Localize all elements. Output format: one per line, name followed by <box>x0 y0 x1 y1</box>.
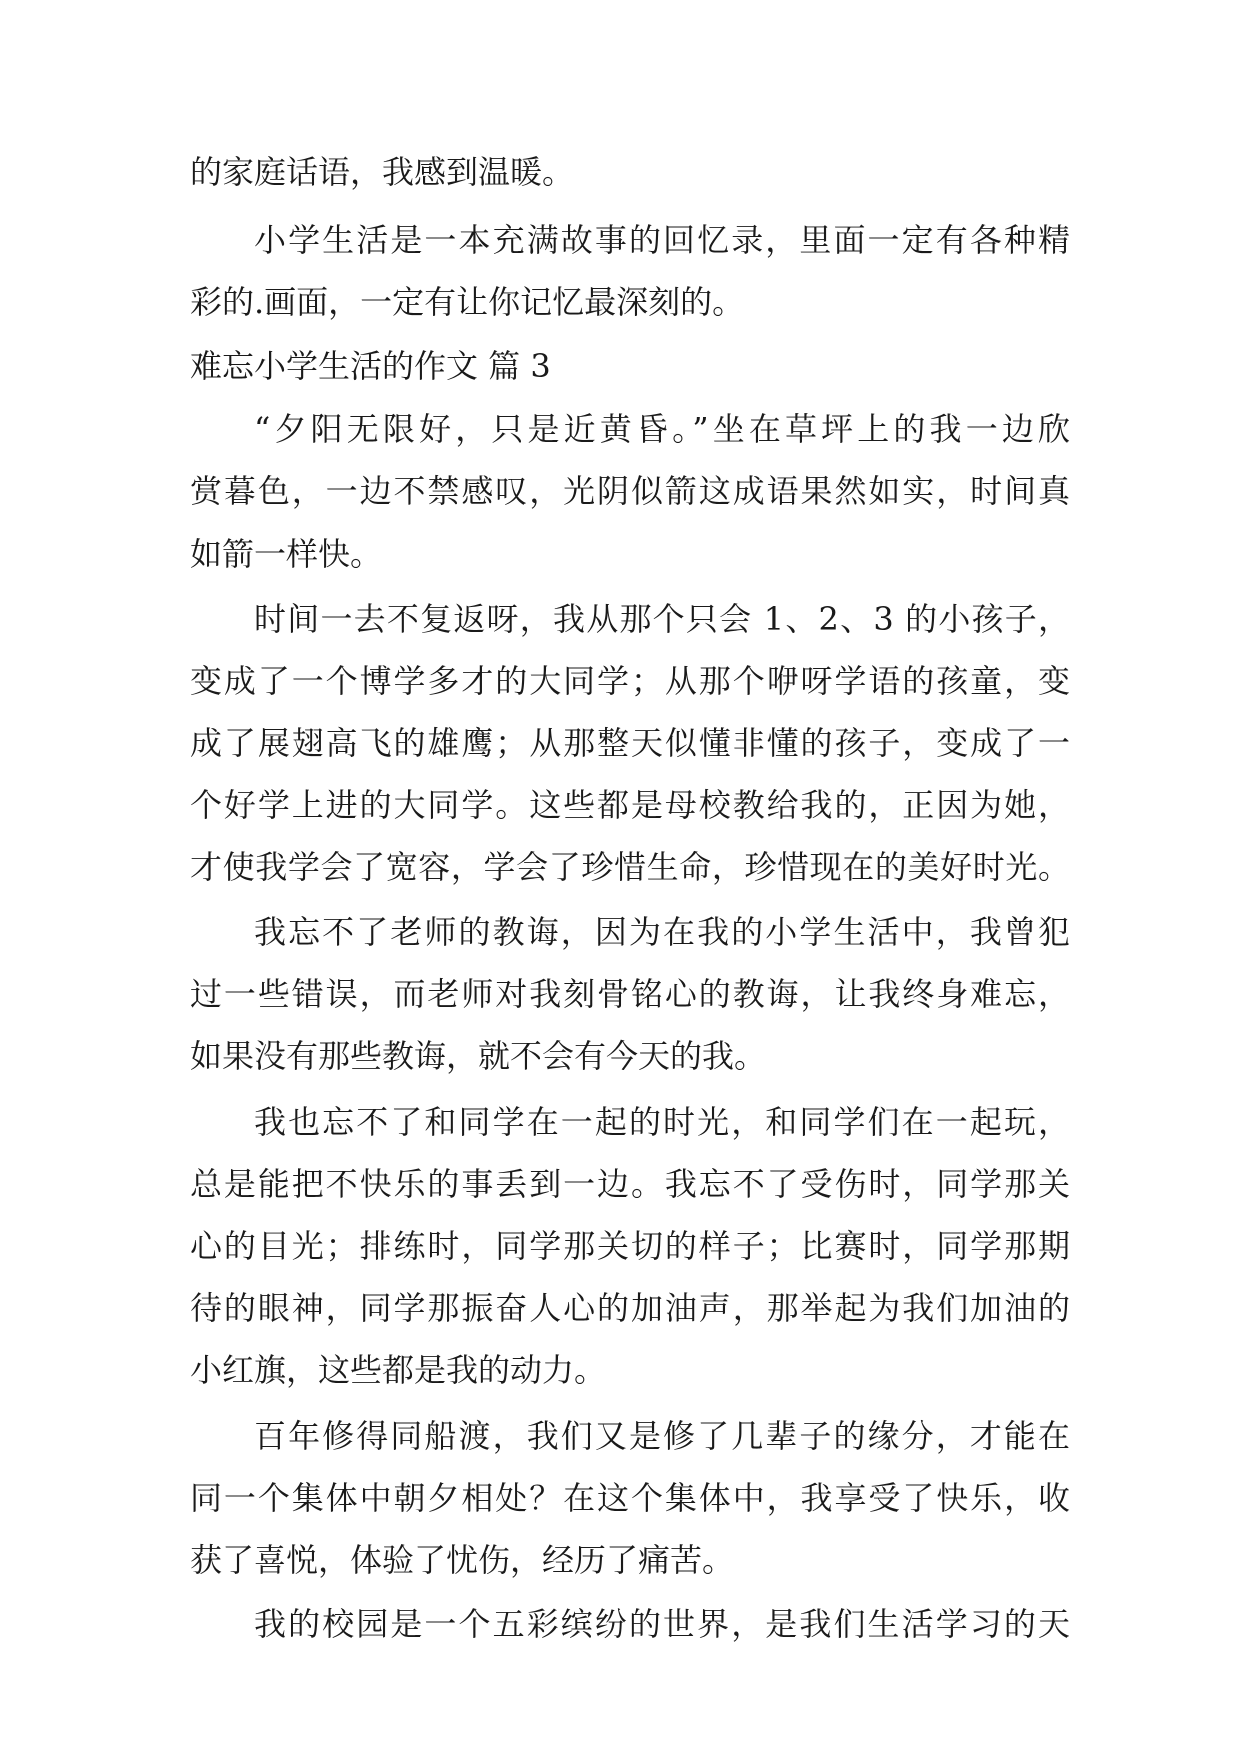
paragraph-line: 我忘不了老师的教诲，因为在我的小学生活中，我曾犯 <box>254 913 1070 951</box>
paragraph-line: 成了展翅高飞的雄鹰；从那整天似懂非懂的孩子，变成了一 <box>190 724 1070 762</box>
paragraph-line: 如箭一样快。 <box>190 535 383 573</box>
paragraph-line: 时间一去不复返呀，我从那个只会 1、2、3 的小孩子， <box>254 600 1070 638</box>
section-heading: 难忘小学生活的作文 篇 3 <box>190 347 551 385</box>
paragraph-line: 心的目光；排练时，同学那关切的样子；比赛时，同学那期 <box>190 1227 1070 1265</box>
paragraph-line: 总是能把不快乐的事丢到一边。我忘不了受伤时，同学那关 <box>190 1165 1070 1203</box>
paragraph-line: 我也忘不了和同学在一起的时光，和同学们在一起玩， <box>254 1103 1070 1141</box>
paragraph-line: 我的校园是一个五彩缤纷的世界，是我们生活学习的天 <box>254 1605 1070 1643</box>
paragraph-line: 赏暮色，一边不禁感叹，光阴似箭这成语果然如实，时间真 <box>190 472 1070 510</box>
paragraph-line: 待的眼神，同学那振奋人心的加油声，那举起为我们加油的 <box>190 1289 1070 1327</box>
paragraph-line: 彩的.画面，一定有让你记忆最深刻的。 <box>190 283 745 321</box>
paragraph-line: 过一些错误，而老师对我刻骨铭心的教诲，让我终身难忘， <box>190 975 1070 1013</box>
paragraph-line: 同一个集体中朝夕相处？在这个集体中，我享受了快乐，收 <box>190 1479 1070 1517</box>
paragraph-line: 小学生活是一本充满故事的回忆录，里面一定有各种精 <box>254 221 1070 259</box>
paragraph-line: 才使我学会了宽容，学会了珍惜生命，珍惜现在的美好时光。 <box>190 848 1070 886</box>
paragraph-line: “夕阳无限好，只是近黄昏。”坐在草坪上的我一边欣 <box>254 410 1070 448</box>
paragraph-line: 百年修得同船渡，我们又是修了几辈子的缘分，才能在 <box>254 1417 1070 1455</box>
paragraph-line: 变成了一个博学多才的大同学；从那个咿呀学语的孩童，变 <box>190 662 1070 700</box>
paragraph-line: 的家庭话语，我感到温暖。 <box>190 153 575 191</box>
paragraph-line: 获了喜悦，体验了忧伤，经历了痛苦。 <box>190 1541 735 1579</box>
paragraph-line: 个好学上进的大同学。这些都是母校教给我的，正因为她， <box>190 786 1070 824</box>
paragraph-line: 小红旗，这些都是我的动力。 <box>190 1351 607 1389</box>
paragraph-line: 如果没有那些教诲，就不会有今天的我。 <box>190 1037 767 1075</box>
